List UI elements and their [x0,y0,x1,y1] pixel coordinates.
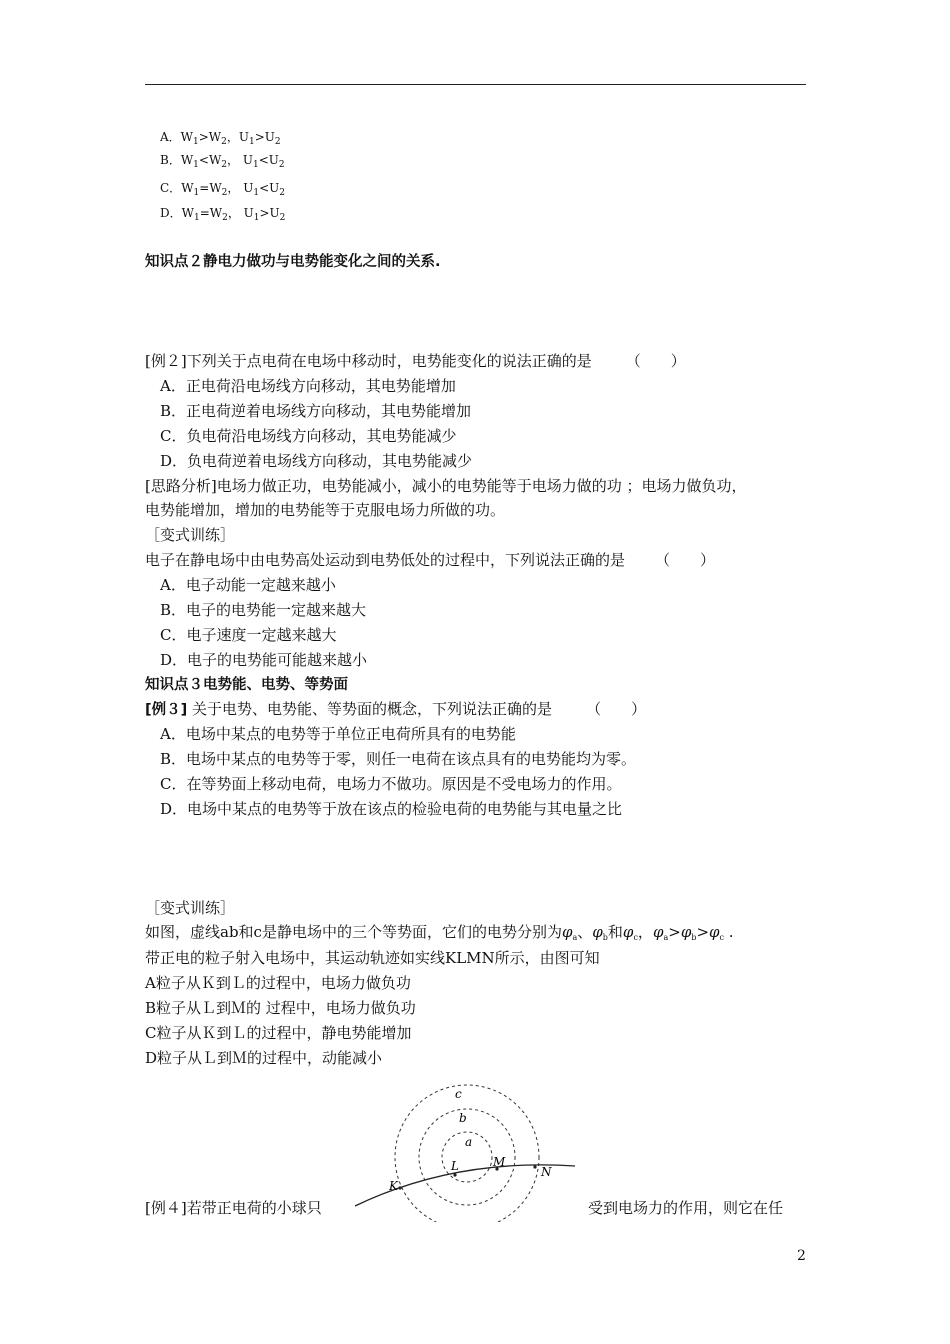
var2-option-b: B粒子从Ｌ到Ｍ的 过程中，电场力做负功 [145,999,416,1017]
var1-option-b: B．电子的电势能一定越来越大 [160,601,367,619]
q1-option-a: A．$W_1>W_2$，$U_1>U_2$ [160,130,281,147]
ex2-option-b: B．正电荷逆着电场线方向移动，其电势能增加 [160,402,472,420]
q1-option-b: B．$W_1<W_2$， $U_1<U_2$ [160,153,285,170]
equipotential-figure [355,1082,575,1222]
label-n: N [541,1165,552,1179]
label-b: b [459,1111,467,1125]
ex4-right: 受到电场力的作用，则它在任 [588,1199,784,1217]
page-number: 2 [797,1248,806,1264]
point-l [453,1173,456,1176]
var1-title: ［变式训练］ [145,526,236,544]
label-k: K [389,1179,398,1193]
ex2-analysis-line2: 电势能增加，增加的电势能等于克服电场力所做的功。 [145,501,506,519]
label-a: a [465,1135,473,1149]
var2-option-a: A粒子从Ｋ到Ｌ的过程中，电场力做负功 [145,974,411,992]
point-n [533,1165,536,1168]
var2-option-c: C粒子从Ｋ到Ｌ的过程中，静电势能增加 [145,1024,412,1042]
q1-option-d: D．$W_1=W_2$， $U_1>U_2$ [160,206,286,223]
ex2-stem: [例２]下列关于点电荷在电场中移动时，电势能变化的说法正确的是 （ ） [145,352,686,370]
header-rule [145,84,806,85]
var2-title: ［变式训练］ [145,899,236,917]
var1-option-c: C．电子速度一定越来越大 [160,626,337,644]
label-l: L [451,1159,459,1173]
equipotential-c [395,1085,539,1222]
ex3-option-c: C．在等势面上移动电荷，电场力不做功。原因是不受电场力的作用。 [160,775,622,793]
kp2-heading: 知识点２静电力做功与电势能变化之间的关系. [145,254,441,270]
ex2-option-d: D．负电荷逆着电场线方向移动，其电势能减少 [160,452,473,470]
var1-stem: 电子在静电场中由电势高处运动到电势低处的过程中，下列说法正确的是 （ ） [145,551,716,569]
ex2-option-c: C．负电荷沿电场线方向移动，其电势能减少 [160,427,457,445]
q1-option-c: C．$W_1=W_2$， $U_1<U_2$ [160,181,285,198]
var2-option-d: D粒子从Ｌ到Ｍ的过程中，动能减小 [145,1049,383,1067]
kp3-heading: 知识点３电势能、电势、等势面 [145,677,348,693]
ex2-analysis-line1: [思路分析]电场力做正功，电势能减小，减小的电势能等于电场力做的功 ；电场力做负功， [145,477,747,495]
ex3-option-b: B．电场中某点的电势等于零，则任一电荷在该点具有的电势能均为零。 [160,750,637,768]
var2-stem-line2: 带正电的粒子射入电场中，其运动轨迹如实线KLMN所示，由图可知 [145,949,600,967]
ex3-stem: [例３] 关于电势、电势能、等势面的概念，下列说法正确的是 （ ） [145,700,647,718]
label-c: c [455,1087,462,1101]
var1-option-a: A．电子动能一定越来越小 [160,576,336,594]
var1-option-d: D．电子的电势能可能越来越小 [160,651,368,669]
var2-stem-line1: 如图，虚线ab和c是静电场中的三个等势面，它们的电势分别为$\varphi_a$、$\varphi_b$和$\varphi_c$，$\varphi_a>\varphi_b>\varphi_c$ . [145,923,734,942]
ex3-option-d: D．电场中某点的电势等于放在该点的检验电荷的电势能与其电量之比 [160,800,623,818]
ex3-option-a: A．电场中某点的电势等于单位正电荷所具有的电势能 [160,725,516,743]
label-m: M [493,1155,506,1169]
ex4-left: [例４]若带正电荷的小球只 [145,1199,322,1217]
ex2-option-a: A．正电荷沿电场线方向移动，其电势能增加 [160,377,456,395]
point-k [398,1186,401,1189]
